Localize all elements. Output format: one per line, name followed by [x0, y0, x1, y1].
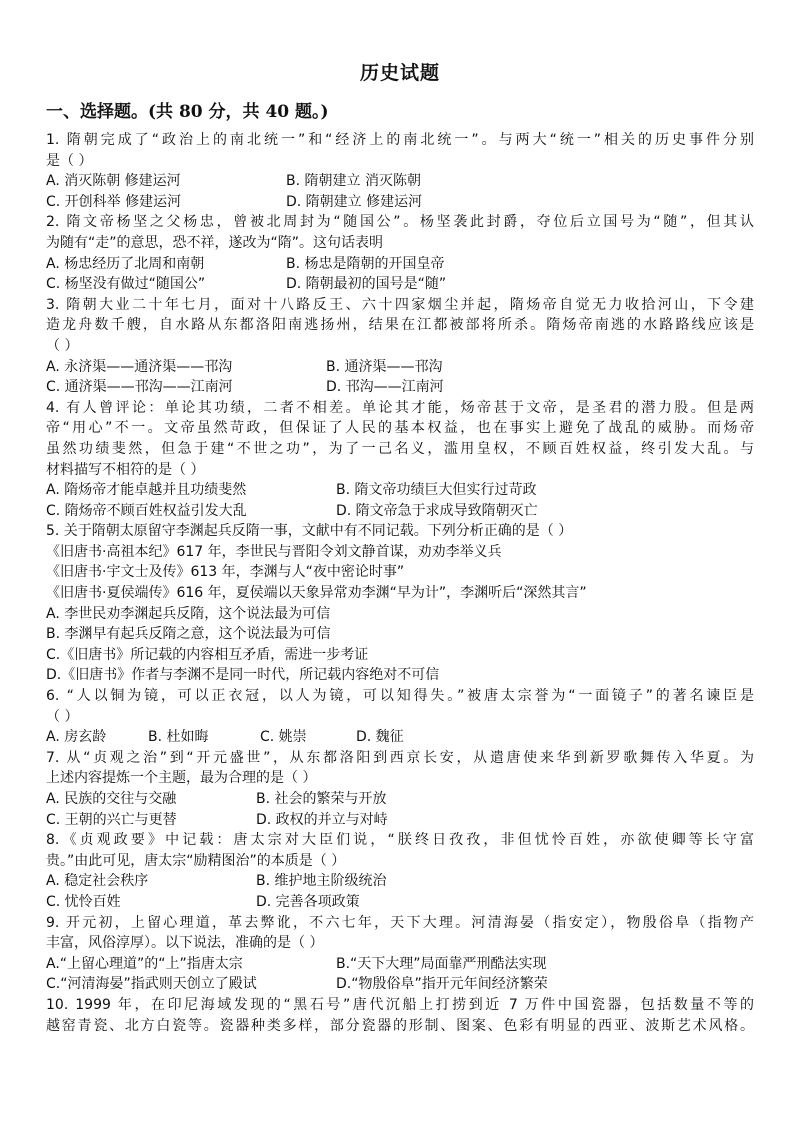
q2-option-a: A. 杨忠经历了北周和南朝 — [46, 255, 205, 272]
q7-stem-line1: 7. 从“贞观之治”到“开元盛世”，从东都洛阳到西京长安，从遣唐使来华到新罗歌舞传入华夏。为 — [46, 749, 754, 766]
q9-options-row1 — [46, 954, 754, 975]
q2-options-row2 — [46, 274, 754, 295]
q7-options-row2 — [46, 810, 754, 831]
q1-options-row2 — [46, 192, 754, 213]
q4-option-d: D. 隋文帝急于求成导致隋朝灭亡 — [336, 502, 538, 519]
q3-option-a: A. 永济渠——通济渠——邗沟 — [46, 358, 233, 375]
q4-option-c: C. 隋炀帝不顾百姓权益引发大乱 — [46, 502, 247, 519]
q2-options-row1 — [46, 254, 754, 275]
q10-stem-line1: 10. 1999 年，在印尼海域发现的“黑石号”唐代沉船上打捞到近 7 万件中国瓷器，包括数量不等的 — [46, 996, 754, 1013]
q4-stem-line3: 虽然功绩斐然，但急于建“不世之功”，为了一己名义，滥用皇权，不顾百姓权益，终引发大乱。与 — [46, 440, 754, 457]
q1-option-d: D. 隋朝建立 修建运河 — [286, 193, 423, 210]
q3-stem-line1: 3. 隋朝大业二十年七月，面对十八路反王、六十四家烟尘并起，隋炀帝自觉无力收拾河山，下令建 — [46, 296, 754, 313]
q8-option-c: C. 忧怜百姓 — [46, 893, 121, 910]
q1-option-b: B. 隋朝建立 消灭陈朝 — [286, 173, 421, 190]
q8-option-b: B. 维护地主阶级统治 — [256, 873, 387, 890]
q9-options-row2 — [46, 974, 754, 995]
q8-options-row2 — [46, 892, 754, 913]
q6-stem-line2: （ ） — [46, 708, 79, 725]
question-list — [46, 130, 754, 1036]
q9-option-d: D.“物殷俗阜”指开元年间经济繁荣 — [336, 976, 548, 993]
q5-option-b: B. 李渊早有起兵反隋之意，这个说法最为可信 — [46, 626, 331, 643]
q4-option-b: B. 隋文帝功绩巨大但实行过苛政 — [336, 482, 537, 499]
q3-option-d: D. 邗沟——江南河 — [326, 379, 444, 396]
q6-option-a: A. 房玄龄 — [46, 729, 107, 746]
q2-option-c: C. 杨坚没有做过“随国公” — [46, 276, 206, 293]
q7-stem-line2: 上述内容提炼一个主题，最为合理的是（ ） — [46, 770, 317, 787]
q4-stem-line1: 4. 有人曾评论：单论其功绩，二者不相差。单论其才能，炀帝甚于文帝，是圣君的潜力股。但是两 — [46, 399, 754, 416]
q8-stem-line2: 贵。”由此可见，唐太宗“励精图治”的本质是（ ） — [46, 852, 346, 869]
q7-option-d: D. 政权的并立与对峙 — [256, 811, 388, 828]
q8-option-a: A. 稳定社会秩序 — [46, 873, 149, 890]
q1-option-a: A. 消灭陈朝 修建运河 — [46, 173, 181, 190]
q5-option-d: D.《旧唐书》作者与李渊不是同一时代，所记载内容绝对不可信 — [46, 667, 440, 684]
q3-option-c: C. 通济渠——邗沟——江南河 — [46, 379, 233, 396]
q9-option-c: C.“河清海晏”指武则天创立了殿试 — [46, 976, 257, 993]
q8-stem-line1: 8.《贞观政要》中记载：唐太宗对大臣们说，“朕终日孜孜，非但忧怜百姓，亦欲使卿等长守富 — [46, 832, 754, 849]
q5-source-1: 《旧唐书·高祖本纪》617 年，李世民与晋阳令刘文静首谋，劝劝李举义兵 — [46, 543, 502, 560]
q1-options-row1 — [46, 171, 754, 192]
q7-option-a: A. 民族的交往与交融 — [46, 791, 177, 807]
q5-source-2: 《旧唐书·宇文士及传》613 年，李渊与人“夜中密论时事” — [46, 564, 405, 581]
q6-option-d: D. 魏征 — [356, 729, 404, 746]
q6-options-row — [46, 727, 754, 748]
q3-option-b: B. 通济渠——邗沟 — [326, 358, 443, 375]
q9-stem-line2: 丰富，风俗淳厚）。以下说法，准确的是（ ） — [46, 935, 324, 952]
q6-stem-line1: 6. “人以铜为镜，可以正衣冠，以人为镜，可以知得失。”被唐太宗誉为“一面镜子”的著名谏臣是 — [46, 688, 754, 705]
q1-stem-line1: 1. 隋朝完成了“政治上的南北统一”和“经济上的南北统一”。与两大“统一”相关的历史事件分别 — [46, 132, 754, 148]
q6-option-b: B. 杜如晦 — [148, 729, 209, 746]
q1-stem-line2: 是（ ） — [46, 152, 93, 169]
q5-option-c: C.《旧唐书》所记载的内容相互矛盾，需进一步考证 — [46, 646, 369, 663]
q3-options-row1 — [46, 357, 754, 378]
q5-option-a: A. 李世民劝李渊起兵反隋，这个说法最为可信 — [46, 605, 331, 622]
q7-options-row1 — [46, 789, 754, 810]
q5-stem-line1: 5. 关于隋朝太原留守李渊起兵反隋一事，文献中有不同记载。下列分析正确的是（ ） — [46, 523, 573, 540]
q4-stem-line4: 材料描写不相符的是（ ） — [46, 461, 205, 478]
q2-stem-line2: 为随有“走”的意思，恐不祥，遂改为“隋”。这句话表明 — [46, 234, 384, 251]
section-heading: 一、选择题。(共 80 分，共 40 题。) — [46, 102, 329, 122]
q7-option-c: C. 王朝的兴亡与更替 — [46, 811, 177, 828]
q3-stem-line2: 造龙舟数千艘，自水路从东都洛阳南逃扬州，结果在江都被部将所杀。隋炀帝南逃的水路路线应该是 — [46, 317, 754, 334]
q4-option-a: A. 隋炀帝才能卓越并且功绩斐然 — [46, 482, 247, 499]
q9-stem-line1: 9. 开元初，上留心理道，革去弊讹，不六七年，天下大理。河清海晏（指安定），物殷俗阜（指物产 — [46, 914, 754, 931]
q6-option-c: C. 姚崇 — [260, 729, 307, 746]
q8-option-d: D. 完善各项政策 — [256, 893, 360, 910]
q2-option-d: D. 隋朝最初的国号是“随” — [286, 276, 447, 293]
q2-stem-line1: 2. 隋文帝杨坚之父杨忠，曾被北周封为“随国公”。杨坚袭此封爵，夺位后立国号为“随”，但其认 — [46, 214, 754, 231]
q5-source-3: 《旧唐书·夏侯端传》616 年，夏侯端以天象异常劝李渊“早为计”，李渊听后“深然其言” — [46, 585, 587, 602]
q4-options-row1 — [46, 480, 754, 501]
q1-option-c: C. 开创科举 修建运河 — [46, 193, 182, 210]
q4-stem-line2: 帝“用心”不一。文帝虽然苛政，但保证了人民的基本权益，也在事实上避免了战乱的威胁。而炀帝 — [46, 420, 754, 437]
q3-stem-line3: （ ） — [46, 337, 79, 354]
q10-stem-line2: 越窑青瓷、北方白瓷等。瓷器种类多样，部分瓷器的形制、图案、色彩有明显的西亚、波斯艺术风格。 — [46, 1017, 754, 1034]
q7-option-b: B. 社会的繁荣与开放 — [256, 791, 387, 807]
q2-option-b: B. 杨忠是隋朝的开国皇帝 — [286, 255, 445, 272]
q3-options-row2 — [46, 377, 754, 398]
page-title: 历史试题 — [359, 62, 440, 84]
q8-options-row1 — [46, 871, 754, 892]
q9-option-a: A.“上留心理道”的“上”指唐太宗 — [46, 955, 243, 972]
q9-option-b: B.“天下大理”局面靠严刑酷法实现 — [336, 955, 547, 972]
q4-options-row2 — [46, 501, 754, 522]
